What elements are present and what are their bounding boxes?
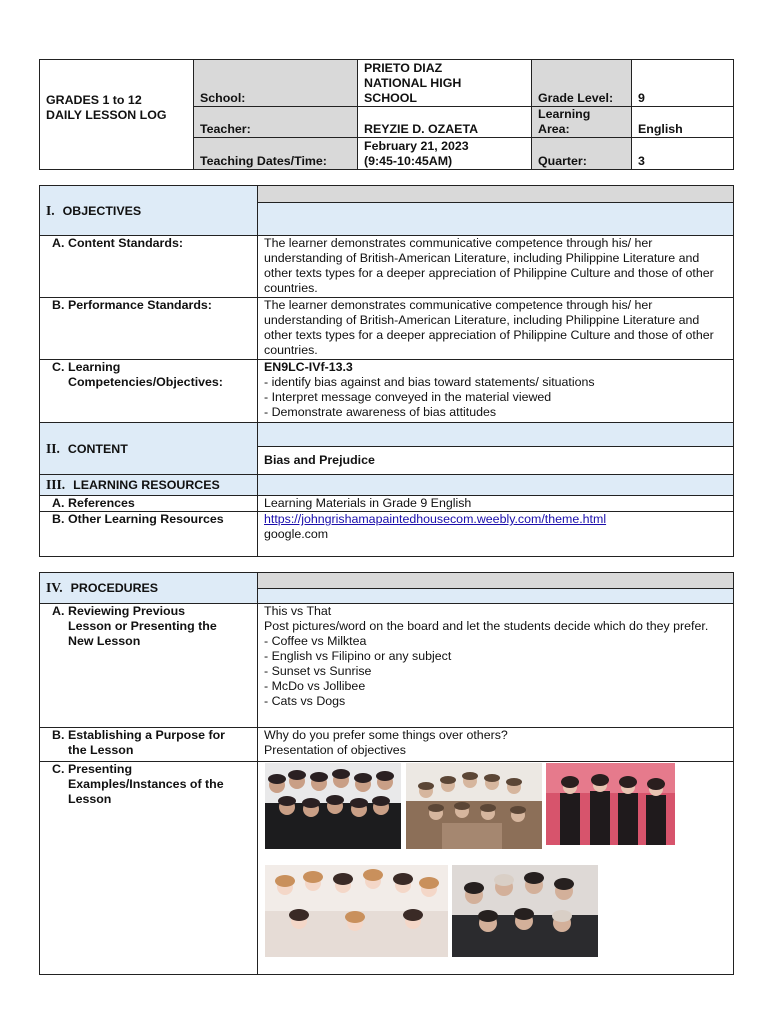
quarter-value: 3 (632, 138, 734, 170)
content-blue-bar (258, 423, 734, 447)
list-item: - English vs Filipino or any subject (264, 649, 452, 663)
school-label: School: (194, 60, 358, 107)
objectives-content-table (39, 185, 734, 557)
list-item: - Cats vs Dogs (264, 694, 346, 708)
teacher-value: REYZIE D. OZAETA (358, 107, 532, 138)
section-content: II. CONTENT (40, 423, 258, 475)
section-procedures: IV. PROCEDURES (40, 573, 258, 604)
performance-standards-label: B. Performance Standards: (40, 298, 258, 360)
procedures-gray-bar (258, 573, 734, 589)
section-objectives: I. OBJECTIVES (40, 186, 258, 236)
procedures-table (39, 572, 734, 975)
other-resources-text (258, 512, 734, 557)
quarter-label: Quarter: (532, 138, 632, 170)
objectives-gray-bar (258, 186, 734, 203)
establishing-purpose-label: B. Establishing a Purpose for the Lesson (40, 728, 258, 762)
presenting-examples-photos (258, 762, 734, 975)
group-photo-4 (265, 865, 448, 957)
grade-level-value: 9 (632, 60, 734, 107)
group-photo-2 (406, 763, 542, 849)
competency-item: - Interpret message conveyed in the material viewed (264, 390, 552, 404)
grade-level-label: Grade Level: (532, 60, 632, 107)
references-label: A. References (40, 496, 258, 512)
school-value: PRIETO DIAZ NATIONAL HIGH SCHOOL (358, 60, 532, 107)
procedures-blue-bar (258, 589, 734, 604)
group-photo-3 (546, 763, 675, 845)
lesson-log-header (39, 59, 734, 170)
learning-area-label: Learning Area: (532, 107, 632, 138)
reviewing-previous-lesson-label: A. Reviewing Previous Lesson or Presenting the New Lesson (40, 604, 258, 728)
list-item: - McDo vs Jollibee (264, 679, 366, 693)
teaching-dates-value: February 21, 2023 (9:45-10:45AM) (358, 138, 532, 170)
references-text: Learning Materials in Grade 9 English (258, 496, 734, 512)
content-standards-text: The learner demonstrates communicative competence through his/ her understanding of British-American Literature, including Philippine Literature and other texts types for a deeper appreciation of Philippine Culture and those of other countries. (258, 236, 734, 298)
log-title: GRADES 1 to 12 DAILY LESSON LOG (40, 60, 194, 170)
competency-code: EN9LC-IVf-13.3 (264, 360, 353, 374)
learning-area-value: English (632, 107, 734, 138)
objectives-blue-bar (258, 203, 734, 236)
teaching-dates-label: Teaching Dates/Time: (194, 138, 358, 170)
list-item: - Sunset vs Sunrise (264, 664, 372, 678)
teacher-label: Teacher: (194, 107, 358, 138)
competency-item: - identify bias against and bias toward statements/ situations (264, 375, 595, 389)
list-item: - Coffee vs Milktea (264, 634, 367, 648)
competency-item: - Demonstrate awareness of bias attitudes (264, 405, 497, 419)
content-standards-label: A. Content Standards: (40, 236, 258, 298)
group-photo-1 (265, 763, 401, 849)
section-learning-resources: III. LEARNING RESOURCES (40, 475, 258, 496)
content-value: Bias and Prejudice (258, 447, 734, 475)
learning-competencies-text (258, 360, 734, 423)
reviewing-previous-lesson-text: This vs That Post pictures/word on the board and let the students decide which do they prefer. - Coffee vs Milktea - English vs Filipino or any subject - Sunset vs Sunrise - McDo vs Jollibee - Cats vs Dogs (258, 604, 734, 728)
group-photo-5 (452, 865, 598, 957)
learning-competencies-label: C. Learning Competencies/Objectives: (40, 360, 258, 423)
establishing-purpose-text: Why do you prefer some things over others? Presentation of objectives (258, 728, 734, 762)
resource-google: google.com (264, 527, 329, 541)
resource-link[interactable]: https://johngrishamapaintedhousecom.weebly.com/theme.html (264, 512, 607, 526)
performance-standards-text: The learner demonstrates communicative competence through his/ her understanding of British-American Literature, including Philippine Literature and other texts types for a deeper appreciation of Philippine Culture and those of other countries. (258, 298, 734, 360)
other-resources-label: B. Other Learning Resources (40, 512, 258, 557)
resources-blue-bar (258, 475, 734, 496)
presenting-examples-label: C. Presenting Examples/Instances of the Lesson (40, 762, 258, 975)
